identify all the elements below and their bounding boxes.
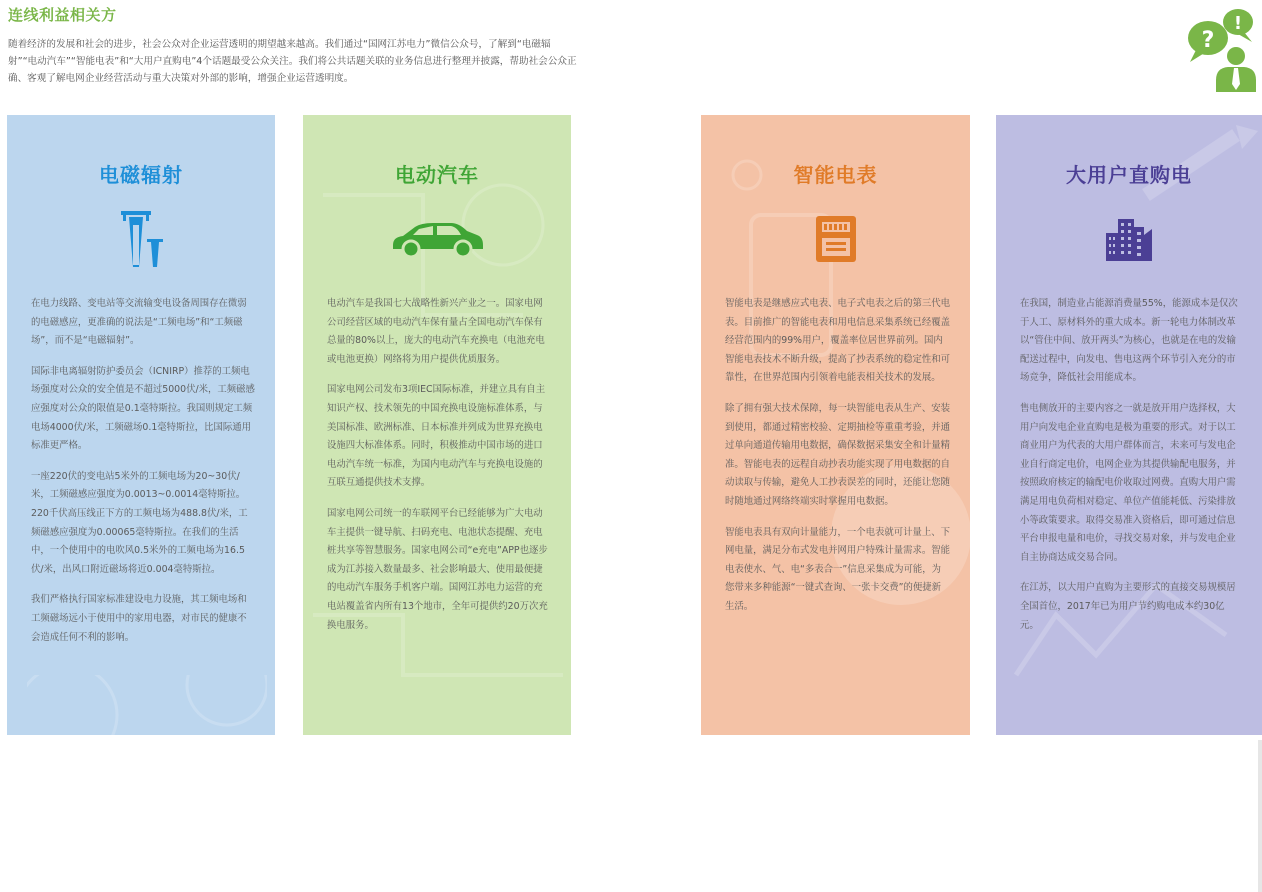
stakeholder-qa-icon xyxy=(1182,4,1262,92)
card-paragraph: 国家电网公司统一的车联网平台已经能够为广大电动车主提供一键导航、扫码充电、电池状态提醒、充电桩共享等智慧服务。国家电网公司“e充电”APP也逐步成为江苏接入数量最多、社会影响最大、使用最便捷的电动汽车服务手机客户端。国网江苏电力运营的充电站覆盖省内所有13个地市，全年可提供约20万次充换电服务。 xyxy=(327,507,548,631)
card-paragraph: 除了拥有强大技术保障，每一块智能电表从生产、安装到使用，都通过精密校验、定期抽检等重重考验，并通过单向通道传输用电数据，确保数据采集安全和计量精准。智能电表的远程自动抄表功能实现了用电数据的自动读取与传输，避免人工抄表误差的同时，还能让您随时随地通过网络终端实时掌握用电数据。 xyxy=(725,402,951,507)
background-pattern xyxy=(27,675,267,735)
card-paragraph: 一座220伏的变电站5米外的工频电场为20~30伏/米，工频磁感应强度为0.0013~0.0014毫特斯拉。220千伏高压线正下方的工频电场为488.8伏/米，工频磁感应强度为0.00065毫特斯拉。在我们的生活中，一个使用中的电吹风0.5米外的工频电场为16.5伏/米，出风口附近磁场将近0.004毫特斯拉。 xyxy=(31,470,248,575)
intro-paragraph: 随着经济的发展和社会的进步，社会公众对企业运营透明的期望越来越高。我们通过“国网江苏电力”微信公众号，了解到“电磁辐射”“电动汽车”“智能电表”和“大用户直购电”4个话题最受公众关注。我们将公共话题关联的业务信息进行整理并披露，帮助社会公众正确、客观了解电网企业经营活动与重大决策对外部的影响，增强企业运营透明度。 xyxy=(8,39,577,84)
card-direct-power-purchase xyxy=(996,115,1262,735)
card-paragraph: 售电侧放开的主要内容之一就是放开用户选择权，大用户向发电企业直购电是极为重要的形式。对于以工商业用户为代表的大用户群体而言，未来可与发电企业自行商定电价，电网企业为其提供输配电服务，并按照政府核定的输配电价收取过网费。直购大用户需满足用电负荷相对稳定、单位产值能耗低、污染排放小等政策要求。取得交易准入资格后，即可通过信息平台申报电量和电价，寻找交易对象，并与发电企业自主协商达成交易合同。 xyxy=(1020,402,1236,563)
svg-text:?: ? xyxy=(1201,28,1215,53)
card-title: 智能电表 xyxy=(793,163,878,187)
card-paragraph: 国家电网公司发布3项IEC国际标准，并建立具有自主知识产权、技术领先的中国充换电设施标准体系，与美国标准、欧洲标准、日本标准并列成为世界充换电设施四大标准体系。同时，积极推动中国市场的进口电动汽车统一标准，为国内电动汽车与充换电设施的互联互通提供技术支撑。 xyxy=(327,384,546,489)
card-body xyxy=(1020,295,1242,647)
electric-car-icon xyxy=(389,219,485,259)
card-paragraph: 在电力线路、变电站等交流输变电设备周围存在微弱的电磁感应，更准确的说法是“工频电场”和“工频磁场”，而不是“电磁辐射”。 xyxy=(31,298,247,347)
page-title: 连线利益相关方 xyxy=(8,6,117,24)
card-body xyxy=(327,295,551,647)
svg-text:!: ! xyxy=(1233,13,1243,34)
transmission-tower-icon xyxy=(117,209,165,269)
card-paragraph: 智能电表具有双向计量能力，一个电表就可计量上、下网电量，满足分布式发电并网用户特殊计量需求。智能电表使水、气、电“多表合一”信息采集成为可能，为您带来多种能源“一键式查询、一张卡交费”的便捷新生活。 xyxy=(725,526,951,612)
card-title: 电动汽车 xyxy=(395,163,479,187)
card-paragraph: 电动汽车是我国七大战略性新兴产业之一。国家电网公司经营区域的电动汽车保有量占全国电动汽车保有总量的80%以上，庞大的电动汽车充换电（电池充电或电池更换）网络将为用户提供优质服务。 xyxy=(327,298,545,365)
buildings-icon xyxy=(1104,215,1154,263)
card-paragraph: 在江苏，以大用户直购为主要形式的直接交易规模居全国首位，2017年已为用户节约购电成本约30亿元。 xyxy=(1020,582,1236,631)
card-title: 大用户直购电 xyxy=(1066,163,1192,187)
smart-meter-icon xyxy=(814,214,858,264)
card-paragraph: 我们严格执行国家标准建设电力设施，其工频电场和工频磁场远小于使用中的家用电器，对市民的健康不会造成任何不利的影响。 xyxy=(31,594,247,643)
card-paragraph: 国际非电离辐射防护委员会（ICNIRP）推荐的工频电场强度对公众的安全值是不超过5000伏/米，工频磁感应强度对公众的限值是0.1毫特斯拉。我国则规定工频电场4000伏/米，工频磁场0.1毫特斯拉，比国际通用标准更严格。 xyxy=(31,365,255,452)
page-edge-divider xyxy=(1258,740,1262,892)
card-electric-vehicles xyxy=(303,115,571,735)
card-smart-meter xyxy=(701,115,970,735)
card-title: 电磁辐射 xyxy=(99,163,183,187)
card-body xyxy=(31,295,255,659)
card-paragraph: 在我国，制造业占能源消费量55%，能源成本是仅次于人工、原材料外的重大成本。新一轮电力体制改革以“管住中间、放开两头”为核心，也就是在电的发输配送过程中，向发电、售电这两个环节引入充分的市场竞争，降低社会用能成本。 xyxy=(1020,298,1238,384)
card-body xyxy=(725,295,950,629)
card-paragraph: 智能电表是继感应式电表、电子式电表之后的第三代电表。目前推广的智能电表和用电信息采集系统已经覆盖经营范围内的99%用户，覆盖率位居世界前列。国内智能电表技术不断升级，提高了抄表系统的稳定性和可靠性，在世界范围内引领着电能表相关技术的发展。 xyxy=(725,298,951,384)
card-electromagnetic-radiation xyxy=(7,115,275,735)
